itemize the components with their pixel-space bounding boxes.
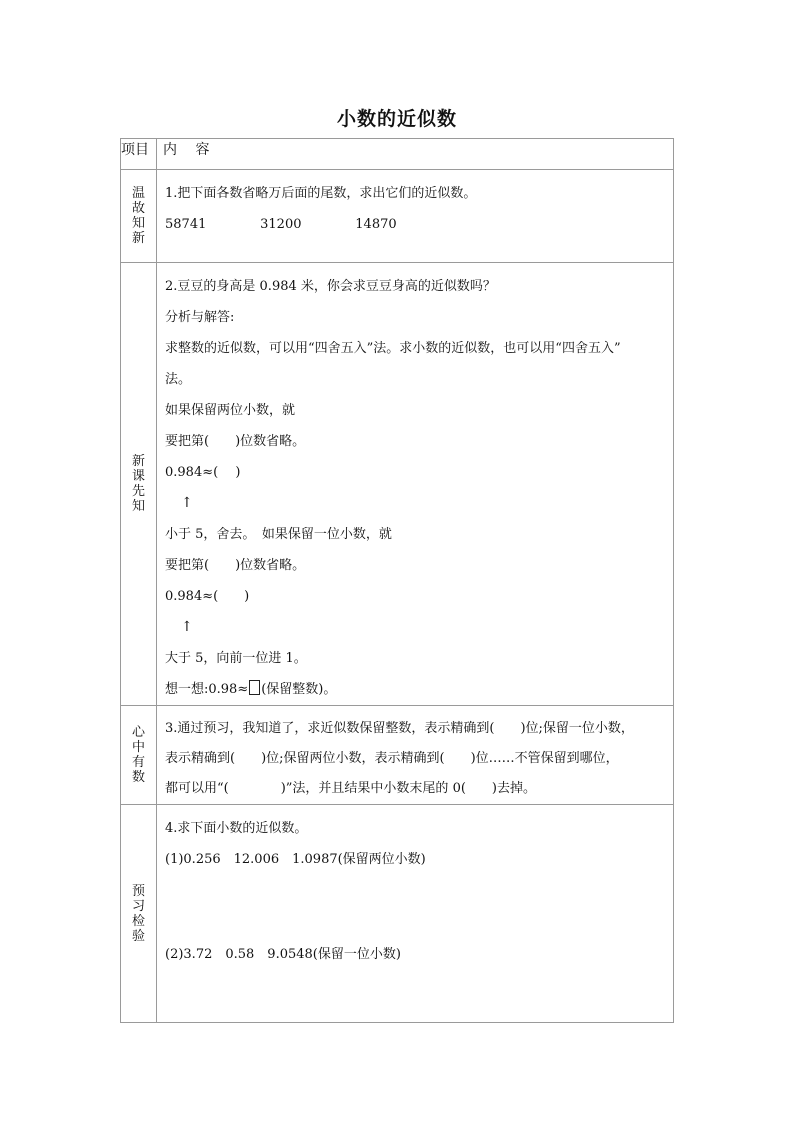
category-preview: 新 课 先 知: [121, 263, 157, 706]
category-review: 温 故 知 新: [121, 170, 157, 263]
question-4: 4.求下面小数的近似数。: [165, 821, 308, 836]
mind-content: [157, 706, 674, 805]
check-content: [157, 805, 674, 1023]
category-check: 预 习 检 验: [121, 805, 157, 1023]
explanation-text-end: 法。: [165, 372, 192, 387]
mind-row: [121, 706, 674, 805]
greater-than-five-text: 大于 5，向前一位进 1。: [165, 651, 307, 666]
explanation-text: 求整数的近似数，可以用“四舍五入”法。求小数的近似数，也可以用“四舍五入”: [165, 341, 621, 356]
up-arrow-icon: ↑: [181, 495, 193, 511]
number-2: 31200: [260, 217, 302, 232]
preview-row: [121, 263, 674, 706]
header-content: 内 容: [157, 139, 674, 170]
review-row: [121, 170, 674, 263]
think-prompt: 想一想:0.98≈ (保留整数)。: [165, 682, 337, 697]
question-2: 2.豆豆的身高是 0.984 米，你会求豆豆身高的近似数吗？: [165, 279, 496, 294]
problem-1: (1)0.256 12.006 1.0987(保留两位小数): [165, 852, 426, 867]
analysis-label: 分析与解答:: [165, 310, 235, 325]
question-3-line-1: 3.通过预习，我知道了，求近似数保留整数，表示精确到( )位;保留一位小数，: [165, 721, 634, 736]
category-mind: 心 中 有 数: [121, 706, 157, 805]
worksheet-table: [120, 138, 674, 1023]
check-row: [121, 805, 674, 1023]
omit-blank-2: 要把第( )位数省略。: [165, 558, 306, 573]
question-1: 1.把下面各数省略万后面的尾数，求出它们的近似数。: [165, 186, 477, 201]
problem-2: (2)3.72 0.58 9.0548(保留一位小数): [165, 947, 401, 962]
number-1: 58741: [165, 217, 207, 232]
page-title: 小数的近似数: [336, 108, 457, 130]
review-content: [157, 170, 674, 263]
preview-content: [157, 263, 674, 706]
header-item: 项目: [121, 139, 157, 170]
number-3: 14870: [355, 217, 397, 232]
up-arrow-icon: ↑: [181, 619, 193, 635]
omit-blank-1: 要把第( )位数省略。: [165, 434, 306, 449]
question-3-line-3: 都可以用“( )”法，并且结果中小数末尾的 0( )去掉。: [165, 781, 536, 796]
header-row: [121, 139, 674, 170]
answer-box: [249, 680, 260, 695]
number-list: [165, 209, 669, 240]
question-3-line-2: 表示精确到( )位;保留两位小数，表示精确到( )位……不管保留到哪位，: [165, 751, 619, 766]
approx-blank-1: 0.984≈( ): [165, 465, 241, 480]
two-places-text: 如果保留两位小数，就: [165, 403, 296, 418]
less-than-five-text: 小于 5，舍去。 如果保留一位小数，就: [165, 527, 392, 542]
approx-blank-2: 0.984≈( ): [165, 589, 250, 604]
